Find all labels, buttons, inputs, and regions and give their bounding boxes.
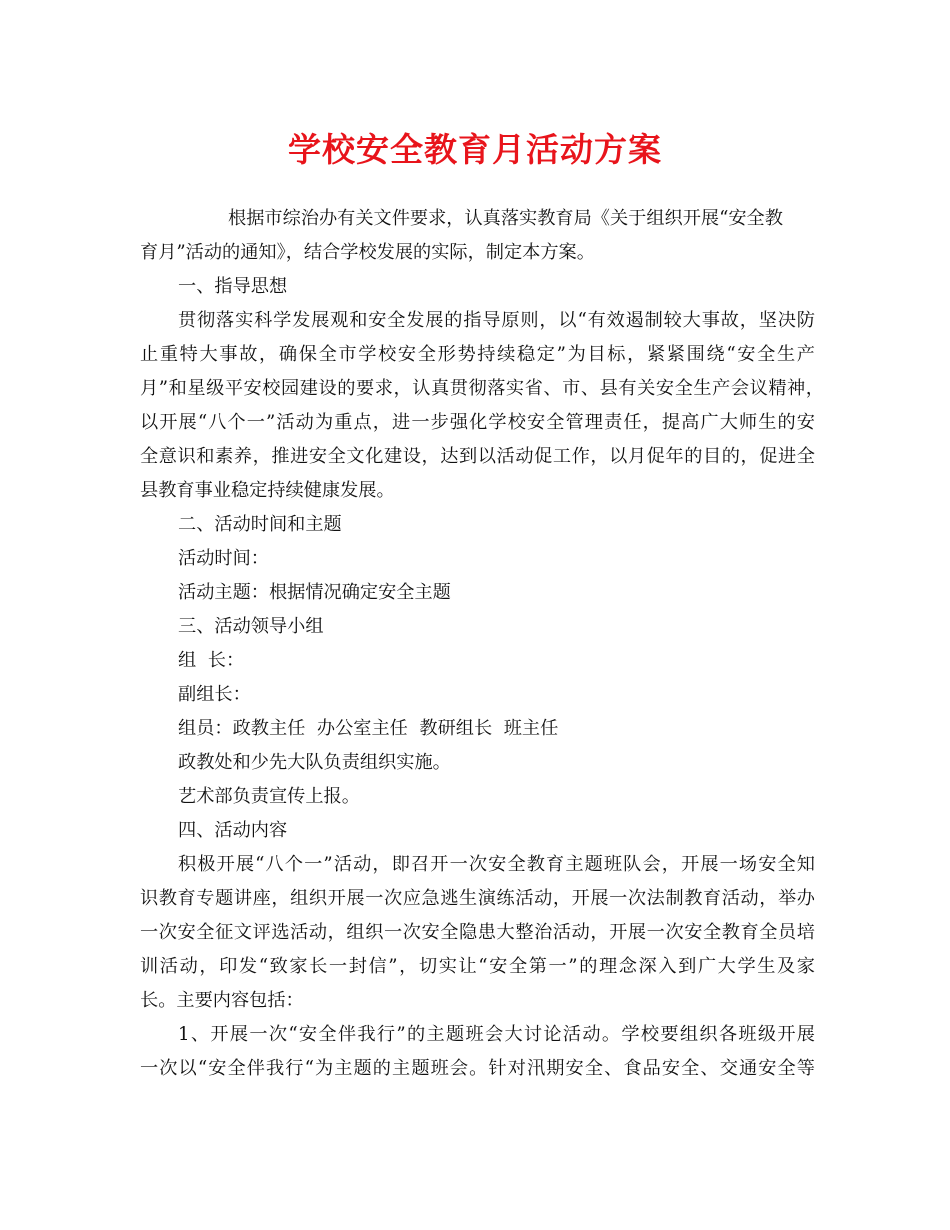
paragraph-line: 根据市综治办有关文件要求，认真落实教育局《关于组织开展“安全教 xyxy=(228,208,783,229)
paragraph-line: 一次以“安全伴我行“为主题的主题班会。针对汛期安全、食品安全、交通安全等 xyxy=(140,1058,815,1079)
paragraph-line: 1、开展一次“安全伴我行”的主题班会大讨论活动。学校要组织各班级开展 xyxy=(178,1024,815,1045)
paragraph-line: 组 长： xyxy=(178,650,245,671)
paragraph-line: 积极开展“八个一”活动，即召开一次安全教育主题班队会，开展一场安全知 xyxy=(178,854,815,875)
paragraph-line: 一次安全征文评选活动，组织一次安全隐患大整治活动，开展一次安全教育全员培 xyxy=(140,922,815,943)
paragraph-line: 政教处和少先大队负责组织实施。 xyxy=(178,752,451,773)
paragraph-line: 识教育专题讲座，组织开展一次应急逃生演练活动，开展一次法制教育活动，举办 xyxy=(140,888,815,909)
paragraph-line: 长。主要内容包括： xyxy=(140,990,304,1011)
paragraph-line: 全意识和素养，推进安全文化建设，达到以活动促工作，以月促年的目的，促进全 xyxy=(140,446,815,467)
paragraph-line: 贯彻落实科学发展观和安全发展的指导原则，以“有效遏制较大事故，坚决防 xyxy=(178,310,815,331)
section-heading: 四、活动内容 xyxy=(178,820,288,841)
paragraph-line: 活动时间： xyxy=(178,548,269,569)
paragraph-line: 副组长： xyxy=(178,684,251,705)
paragraph-line: 以开展“八个一”活动为重点，进一步强化学校安全管理责任，提高广大师生的安 xyxy=(140,412,815,433)
paragraph-line: 育月”活动的通知》，结合学校发展的实际，制定本方案。 xyxy=(140,242,595,263)
paragraph-line: 训活动，印发“致家长一封信”，切实让“安全第一”的理念深入到广大学生及家 xyxy=(140,956,815,977)
paragraph-line: 止重特大事故，确保全市学校安全形势持续稳定”为目标，紧紧围绕“安全生产 xyxy=(140,344,815,365)
section-heading: 二、活动时间和主题 xyxy=(178,514,342,535)
paragraph-line: 县教育事业稳定持续健康发展。 xyxy=(140,480,395,501)
document-title: 学校安全教育月活动方案 xyxy=(288,130,662,169)
paragraph-line: 艺术部负责宣传上报。 xyxy=(178,786,360,807)
paragraph-line: 月”和星级平安校园建设的要求，认真贯彻落实省、市、县有关安全生产会议精神， xyxy=(140,378,824,399)
section-heading: 三、活动领导小组 xyxy=(178,616,324,637)
paragraph-line: 活动主题：根据情况确定安全主题 xyxy=(178,582,451,603)
section-heading: 一、指导思想 xyxy=(178,276,288,297)
paragraph-line: 组员：政教主任 办公室主任 教研组长 班主任 xyxy=(178,718,559,739)
